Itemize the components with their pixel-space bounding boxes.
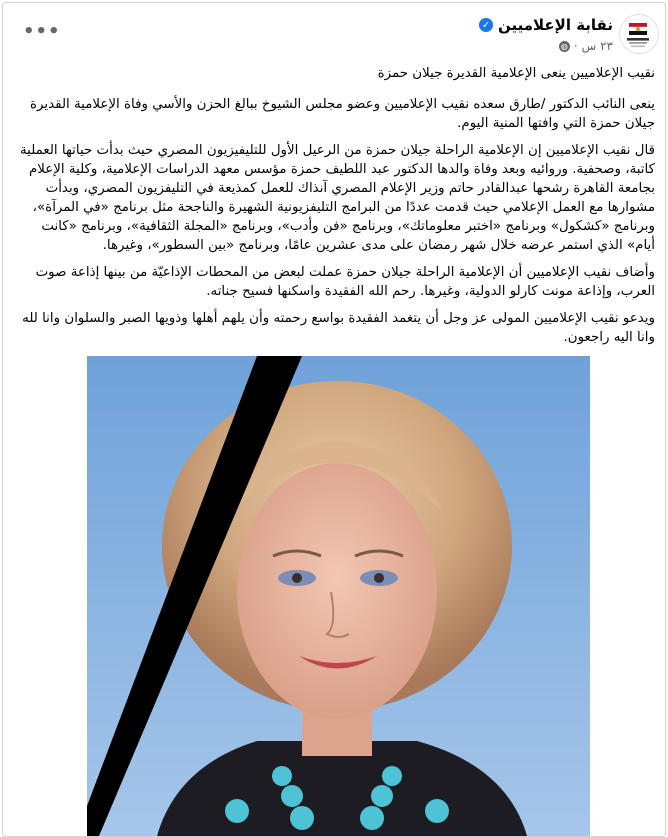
post-header xyxy=(3,3,665,65)
portrait-image xyxy=(87,356,590,836)
globe-icon[interactable]: ◍ xyxy=(559,41,570,52)
post-photo[interactable] xyxy=(87,356,590,836)
media-syndicate-logo xyxy=(619,15,658,54)
post-timestamp[interactable]: ٢٣ س xyxy=(581,39,613,53)
post-meta xyxy=(559,39,613,53)
post-paragraph: قال نقيب الإعلاميين إن الإعلامية الراحلة جيلان حمزة من الرعيل الأول للتليفيزيون المصري حيث بدأت حياتها العملية كاتبة، وصحفية. وروائيه وبعد وفاة والدها الدكتور عبد اللطيف حمزة مؤسس معهد الدراسات الإعلامية، وكلية الإعلام بجامعة القاهرة رشحها عبدالقادر حاتم وزير الإعلام المصري آنذاك للعمل كمذيعة في التليفزيون المصري، وبدأت مشوارها مع العمل الإعلامي حيث قدمت عددًا من البرامج التليفزيونية الشهيرة والناجحة مثل برنامج «في المرآة»، وبرنامج «كشكول» وبرنامج «اختبر معلوماتك»، وبرنامج «فن وأدب»، وبرنامج «المجلة الثقافية»، وبرنامج «كانت أيام» الذي استمر عرضه خلال شهر رمضان على مدى عشرين عامًا، وبرنامج «بين السطور»، وغيرها. xyxy=(19,143,655,253)
page-avatar[interactable] xyxy=(619,14,659,54)
page-name[interactable] xyxy=(479,16,613,34)
post-body xyxy=(13,64,655,355)
page-name-text[interactable]: نقابة الإعلاميين xyxy=(498,16,613,34)
verified-badge-icon: ✓ xyxy=(479,18,493,32)
post-paragraph: ويدعو نقيب الإعلاميين المولى عز وجل أن يتغمد الفقيدة بواسع رحمته وأن يلهم أهلها وذويها الصبر والسلوان وانا لله وانا اليه راجعون. xyxy=(22,311,655,345)
post-headline: نقيب الإعلاميين ينعى الإعلامية القديرة جيلان حمزة xyxy=(377,66,655,81)
meta-separator: · xyxy=(573,39,578,53)
more-options-icon[interactable]: ••• xyxy=(23,21,61,42)
facebook-post xyxy=(2,2,666,837)
post-paragraph: وأضاف نقيب الإعلاميين أن الإعلامية الراحلة جيلان حمزة عملت لبعض من المحطات الإذاعيّة من بينها إذاعة صوت العرب، وإذاعة مونت كارلو الدولية، وغيرها. رحم الله الفقيدة واسكنها فسيح جناته. xyxy=(35,265,655,299)
post-paragraph: ينعى النائب الدكتور /طارق سعده نقيب الإعلاميين وعضو مجلس الشيوخ ببالغ الحزن والأسي وفاة الإعلامية القديرة جيلان حمزة التي وافتها المنية اليوم. xyxy=(30,97,655,131)
